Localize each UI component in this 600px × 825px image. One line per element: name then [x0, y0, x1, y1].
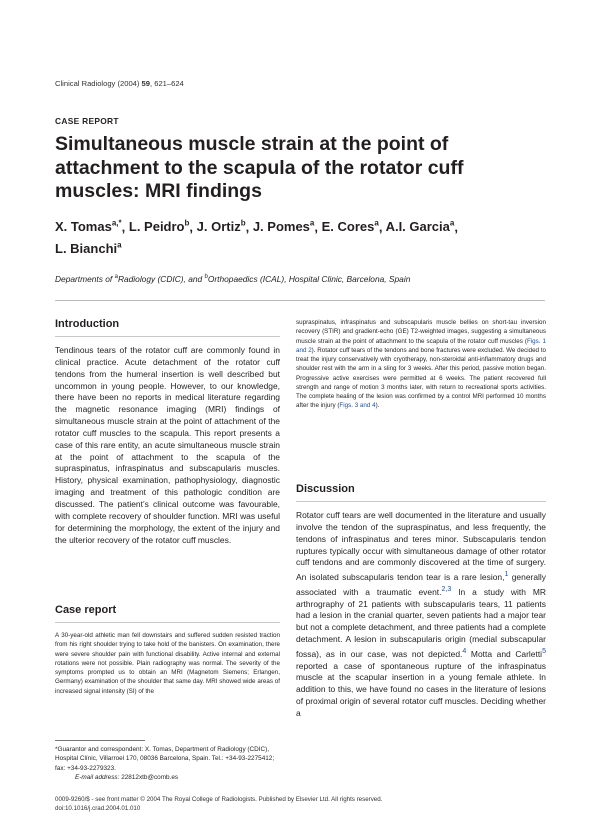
- email-line: [55, 773, 280, 782]
- discussion-text: Rotator cuff tears are well documented in the literature and usually involve the tendon of the supraspinatus, and less frequently, the tendons of infraspinatus and teres minor. Subscapularis tendon ruptures typically occur with simultaneous damage of other rotator cuff tendons and are commonly discovered at the time of surgery. An isolated subscapularis tendon tear is a rare lesion,$^1$ generally associated with a traumatic event.$^{2,3}$ In a study with MR arthrography of 21 patients with subscapularis tears, 11 patients had a lesion in the cranial quarter, seven patients had a major tear but not a complete detachment, and three patients had a complete detachment. A lesion in subscapularis origin (medial subscapular fossa), as in our case, was not depicted.$^4$ Motta and Carletti$^5$ reported a case of spontaneous rupture of the infraspinatus muscle at the scapular insertion in a young female athlete. In addition to this, we have found no cases in the literature of lesions of proximal origin of several rotator cuff muscles. Deciding whether a: [296, 510, 546, 718]
- journal-volume: 59: [141, 79, 150, 88]
- citation-reference[interactable]: 1: [504, 571, 509, 579]
- doi-line[interactable]: doi:10.1016/j.crad.2004.01.010: [55, 805, 141, 812]
- case-report-text: A 30-year-old athletic man fell downstairs and suffered sudden resisted traction from his right shoulder trying to take hold of the banisters. On examination, there were severe shoulder pain with functional disability. Active internal and external rotations were not possible. Plain radiography was normal. The severity of the symptoms prompted us to obtain an MRI (Magnetom Siemens; Erlangen, Germany) examination of the shoulder that same day. MRI showed wide areas of increased signal intensity (SI) of the: [55, 632, 280, 695]
- copyright-line: 0009-9260/$ - see front matter © 2004 The Royal College of Radiologists. Published by Elsevier Ltd. All rights reserved.: [55, 796, 383, 803]
- email-link[interactable]: 22812xtb@comb.es: [121, 773, 179, 781]
- footnote: [55, 745, 280, 782]
- discussion-heading: Discussion: [296, 483, 355, 495]
- citation-reference[interactable]: 4: [462, 647, 467, 655]
- case-report-section: [55, 604, 280, 696]
- figure-reference[interactable]: Figs. 3 and 4: [339, 402, 376, 410]
- introduction-section: [55, 318, 280, 546]
- article-type: CASE REPORT: [55, 116, 119, 126]
- journal-name: Clinical Radiology (2004): [55, 79, 140, 88]
- journal-pages: , 621–624: [150, 79, 184, 88]
- header-divider: [55, 300, 545, 301]
- author[interactable]: L. Peidro$^b$: [128, 219, 190, 235]
- author[interactable]: L. Bianchi$^a$: [55, 240, 122, 256]
- citation-reference[interactable]: 2,3: [441, 585, 452, 593]
- author[interactable]: E. Cores$^a$: [321, 219, 379, 235]
- case-report-heading: Case report: [55, 604, 117, 616]
- section-divider: [55, 622, 280, 623]
- author[interactable]: J. Ortiz$^b$: [196, 219, 246, 235]
- email-label: E-mail address:: [75, 773, 120, 781]
- figure-reference[interactable]: Figs. 1 and 2: [296, 337, 546, 354]
- section-divider: [296, 501, 546, 502]
- citation-reference[interactable]: 5: [542, 647, 546, 655]
- section-divider: [55, 336, 280, 337]
- article-title: Simultaneous muscle strain at the point of attachment to the scapula of the rotator cuff muscles: MRI findings: [55, 133, 464, 202]
- introduction-text: Tendinous tears of the rotator cuff are commonly found in clinical practice. Acute detachment of the rotator cuff tendons from the humeral insertion is well described but uncommon in young people. However, to our knowledge, there have been no reports in medical literature regarding the magnetic resonance imaging (MRI) findings of simultaneous muscle strain at the point of attachment of the rotator cuff muscles to the scapula. This report presents a case of this rare entity, an acute simultaneous muscle strain at the point of attachment to the scapula of the supraspinatus, infraspinatus and subscapularis muscles. History, physical examination, pathophysiology, diagnostic imaging and treatment of this pathologic condition are discussed. The patient’s clinical outcome was favourable, with complete recovery of shoulder function. MRI was useful for determining the morphology, the extent of the injury and the ulterior recovery of the rotator cuff muscles.: [55, 345, 280, 545]
- author[interactable]: X. Tomas$^{a,*}$: [55, 219, 122, 235]
- author[interactable]: A.I. Garcia$^a$: [385, 219, 455, 235]
- author[interactable]: J. Pomes$^a$: [252, 219, 315, 235]
- discussion-section: [296, 483, 546, 720]
- affiliation: Departments of $^a$Radiology (CDIC), and $^b$Orthopaedics (ICAL), Hospital Clinic, Barcelona, Spain: [55, 274, 411, 284]
- correspondence-text: *Guarantor and correspondent: X. Tomas, Department of Radiology (CDIC), Hospital Clínic, Villarroel 170, 08036 Barcelona, Spain. Tel.: +34-93-2275412; fax: +34-93-2279323.: [55, 746, 275, 772]
- introduction-heading: Introduction: [55, 318, 120, 330]
- author-list: [55, 215, 555, 258]
- author-line-2: [55, 236, 555, 257]
- journal-citation: [55, 79, 184, 88]
- author-line-1: X. Tomas$^{a,*}$, L. Peidro$^b$, J. Ortiz$^b$, J. Pomes$^a$, E. Cores$^a$, A.I. Garcia$^a$,: [55, 219, 458, 235]
- case-report-continued: supraspinatus, infraspinatus and subscapularis muscle bellies on short-tau inversion recovery (STIR) and gradient-echo (GE) T2-weighted images, suggesting a simultaneous muscle strain at the point of attachment to the scapula of the rotator cuff muscles (Figs. 1 and 2). Rotator cuff tears of the tendons and bone fractures were excluded. We decided to treat the injury conservatively with cryotherapy, non-steroidal anti-inflammatory drugs and shoulder rest with the arm in a sling for 3 weeks. After this period, passive motion began. Progressive active exercises were permitted at 6 weeks. The patient recovered full strength and range of motion 3 months later, with return to recreational sports activities. The complete healing of the lesion was confirmed by a control MRI performed 10 months after the injury (Figs. 3 and 4).: [296, 319, 547, 410]
- copyright-imprint: [55, 795, 555, 813]
- footnote-divider: [55, 740, 145, 741]
